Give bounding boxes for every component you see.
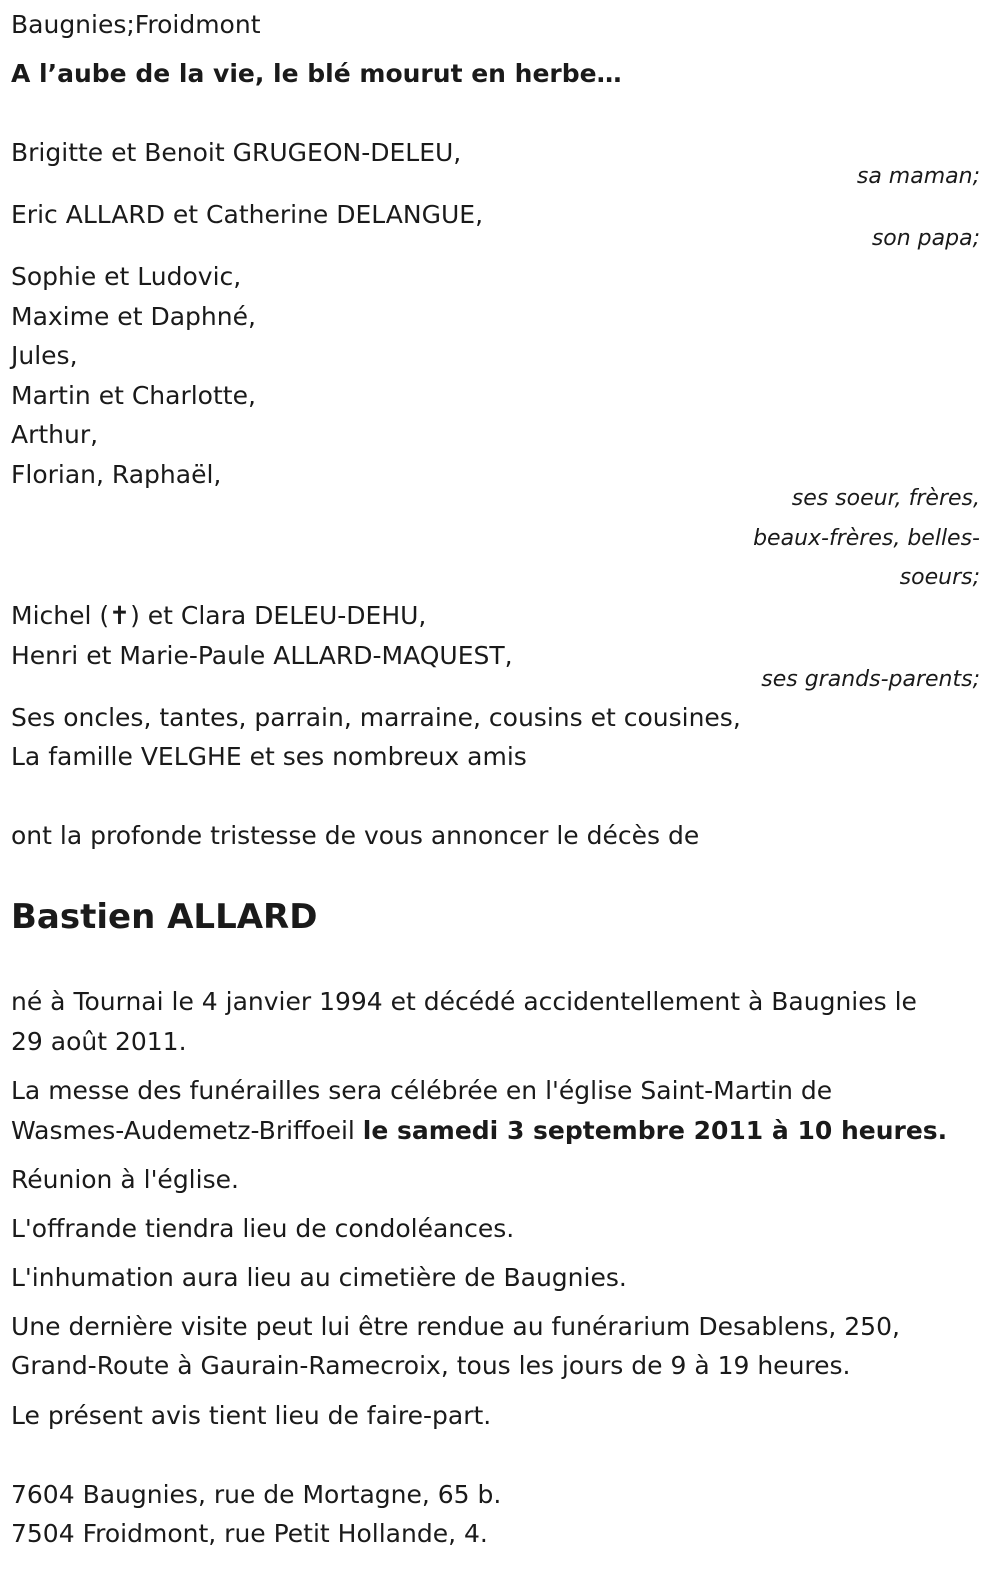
announcement: ont la profonde tristesse de vous annoncer le décès de (11, 821, 700, 850)
notice-line: Le présent avis tient lieu de faire-part. (11, 1401, 492, 1430)
grandparents-line: Michel (✝) et Clara DELEU-DEHU, (11, 601, 427, 630)
siblings-role: soeurs; (899, 565, 980, 590)
epigraph: A l’aube de la vie, le blé mourut en herbe… (11, 59, 622, 88)
father-role: son papa; (871, 226, 980, 251)
address-line: 7504 Froidmont, rue Petit Hollande, 4. (11, 1519, 488, 1548)
sibling-line: Martin et Charlotte, (11, 381, 256, 410)
others-line: La famille VELGHE et ses nombreux amis (11, 742, 527, 771)
mass-church: Wasmes-Audemetz-Briffoeil (11, 1116, 363, 1145)
mother-role: sa maman; (856, 164, 980, 189)
places-line: Baugnies;Froidmont (11, 10, 261, 39)
mass-date: le samedi 3 septembre 2011 à 10 heures. (362, 1116, 948, 1145)
mass-line (11, 1116, 947, 1146)
birth-death-line: 29 août 2011. (11, 1027, 187, 1056)
deceased-name: Bastien ALLARD (11, 897, 318, 937)
sibling-line: Maxime et Daphné, (11, 302, 256, 331)
visit-line: Grand-Route à Gaurain-Ramecroix, tous les jours de 9 à 19 heures. (11, 1351, 851, 1380)
father-names: Eric ALLARD et Catherine DELANGUE, (11, 200, 484, 229)
grandparents-role: ses grands-parents; (761, 667, 980, 692)
siblings-role: ses soeur, frères, (791, 486, 980, 511)
offering-line: L'offrande tiendra lieu de condoléances. (11, 1214, 515, 1243)
visit-line: Une dernière visite peut lui être rendue au funérarium Desablens, 250, (11, 1312, 900, 1341)
sibling-line: Florian, Raphaël, (11, 460, 222, 489)
meeting-line: Réunion à l'église. (11, 1165, 239, 1194)
burial-line: L'inhumation aura lieu au cimetière de Baugnies. (11, 1263, 627, 1292)
sibling-line: Sophie et Ludovic, (11, 262, 242, 291)
grandparents-line: Henri et Marie-Paule ALLARD-MAQUEST, (11, 641, 513, 670)
mass-line: La messe des funérailles sera célébrée en l'église Saint-Martin de (11, 1076, 833, 1105)
siblings-role: beaux-frères, belles- (753, 526, 980, 551)
mother-names: Brigitte et Benoit GRUGEON-DELEU, (11, 138, 462, 167)
address-line: 7604 Baugnies, rue de Mortagne, 65 b. (11, 1480, 502, 1509)
sibling-line: Jules, (11, 341, 78, 370)
birth-death-line: né à Tournai le 4 janvier 1994 et décédé accidentellement à Baugnies le (11, 987, 917, 1016)
others-line: Ses oncles, tantes, parrain, marraine, cousins et cousines, (11, 703, 741, 732)
sibling-line: Arthur, (11, 420, 99, 449)
